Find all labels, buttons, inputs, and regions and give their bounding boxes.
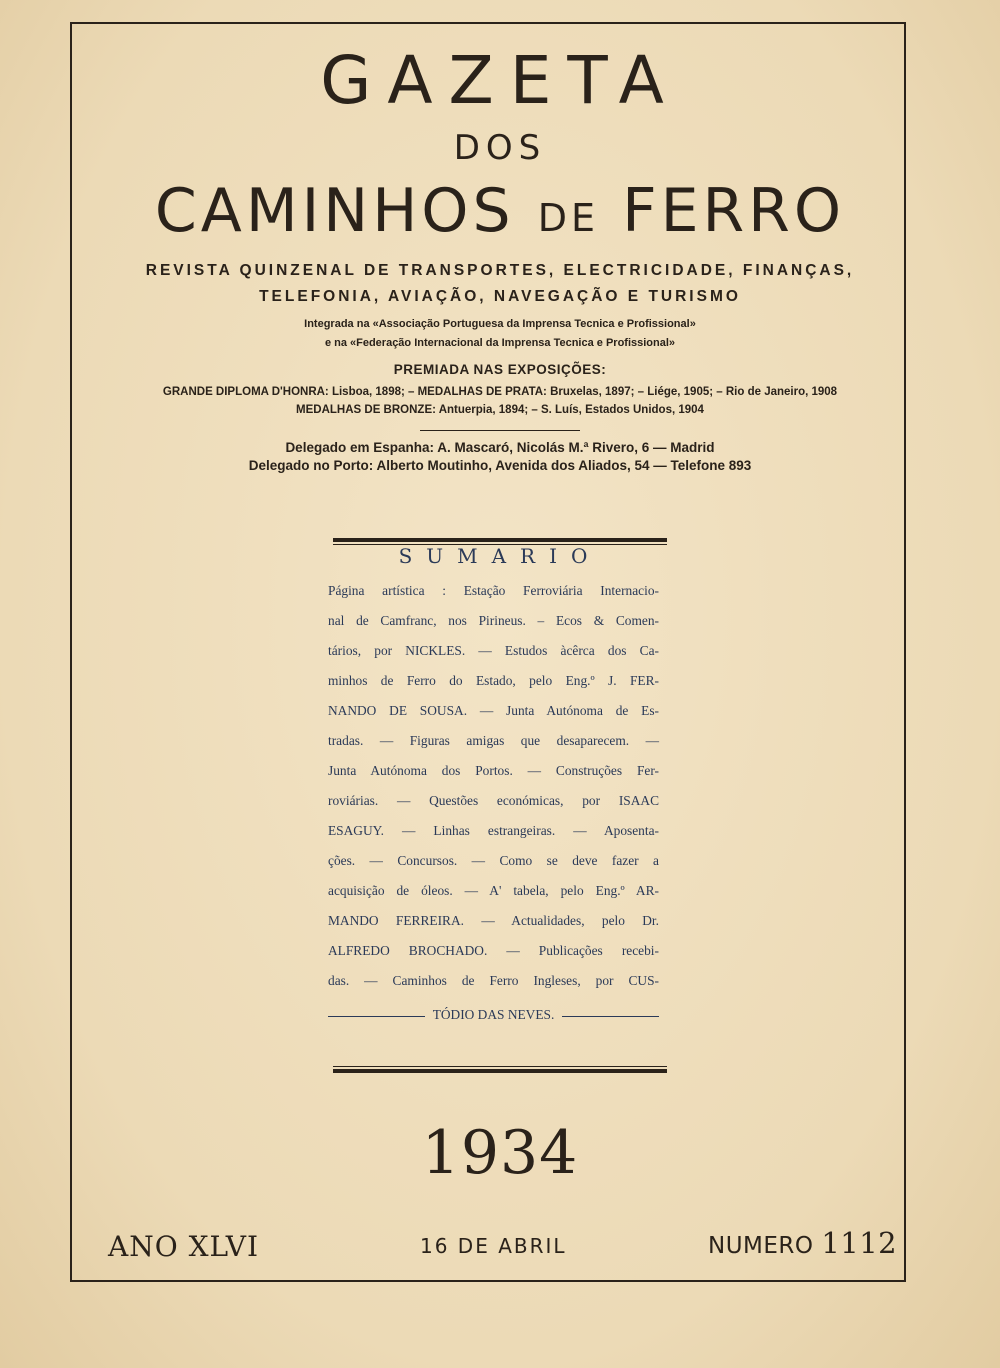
premiada-heading: PREMIADA NAS EXPOSIÇÕES:	[393, 362, 607, 377]
issue-year: 1934	[421, 1118, 579, 1188]
summary-line: minhos de Ferro do Estado, pelo Eng.º J. FER-	[328, 673, 659, 688]
summary-line: Junta Autónoma dos Portos. — Construções Fer-	[328, 763, 659, 778]
masthead-de: DE	[537, 196, 599, 240]
summary-line: NANDO DE SOUSA. — Junta Autónoma de Es-	[328, 703, 659, 718]
summary-text-block	[328, 580, 659, 1030]
summary-line: roviárias. — Questões económicas, por ISAAC	[328, 793, 659, 808]
summary-line: acquisição de óleos. — A' tabela, pelo Eng.º AR-	[328, 883, 659, 898]
delegado-espanha: Delegado em Espanha: A. Mascaró, Nicolás M.ª Rivero, 6 — Madrid	[285, 440, 715, 455]
masthead-title: GAZETA	[320, 42, 680, 119]
delegado-porto: Delegado no Porto: Alberto Moutinho, Avenida dos Aliados, 54 — Telefone 893	[248, 458, 752, 473]
summary-last-line	[328, 1000, 659, 1030]
masthead-dos: DOS	[453, 128, 547, 168]
integrada-line-2: e na «Federação Internacional da Imprensa Tecnica e Profissional»	[324, 337, 676, 349]
summary-end-rule-right	[562, 1016, 659, 1017]
integrada-line-1: Integrada na «Associação Portuguesa da Imprensa Tecnica e Profissional»	[304, 318, 696, 330]
numero-label: NUMERO	[708, 1233, 814, 1259]
subtitle-line-1: REVISTA QUINZENAL DE TRANSPORTES, ELECTRICIDADE, FINANÇAS,	[145, 262, 855, 279]
summary-line: ções. — Concursos. — Como se deve fazer a	[328, 853, 659, 868]
numero-value: 1112	[821, 1226, 898, 1260]
summary-line: ESAGUY. — Linhas estrangeiras. — Aposenta-	[328, 823, 659, 838]
issue-ano: ANO XLVI	[108, 1230, 260, 1263]
summary-line: tários, por NICKLES. — Estudos àcêrca dos Ca-	[328, 643, 659, 658]
summary-line: tradas. — Figuras amigas que desaparecem. —	[328, 733, 659, 748]
summary-line: das. — Caminhos de Ferro Ingleses, por CUS-	[328, 973, 659, 988]
medalhas-bronze-line: MEDALHAS DE BRONZE: Antuerpia, 1894; – S. Luís, Estados Unidos, 1904	[296, 404, 704, 416]
summary-line: ALFREDO BROCHADO. — Publicações recebi-	[328, 943, 659, 958]
summary-line: Página artística : Estação Ferroviária Internacio-	[328, 583, 659, 598]
masthead-ferro: FERRO	[622, 176, 846, 246]
summary-line: MANDO FERREIRA. — Actualidades, pelo Dr.	[328, 913, 659, 928]
issue-numero	[708, 1226, 897, 1260]
summary-heading: SUMARIO	[398, 544, 602, 568]
summary-last-text: TÓDIO DAS NEVES.	[432, 1007, 555, 1022]
summary-line: nal de Camfranc, nos Pirineus. – Ecos & Comen-	[328, 613, 659, 628]
masthead-caminhos-de-ferro	[0, 176, 1000, 246]
masthead-caminhos: CAMINHOS	[154, 176, 515, 246]
summary-bottom-rule	[333, 1066, 667, 1073]
grande-diploma-line: GRANDE DIPLOMA D'HONRA: Lisboa, 1898; – MEDALHAS DE PRATA: Bruxelas, 1897; – Liége, 1905; – Rio de Janeiro, 1908	[162, 386, 838, 398]
summary-end-rule-left	[328, 1016, 425, 1017]
subtitle-line-2: TELEFONIA, AVIAÇÃO, NAVEGAÇÃO E TURISMO	[259, 288, 741, 305]
issue-date: 16 DE ABRIL	[420, 1234, 567, 1258]
divider-rule	[420, 430, 580, 431]
